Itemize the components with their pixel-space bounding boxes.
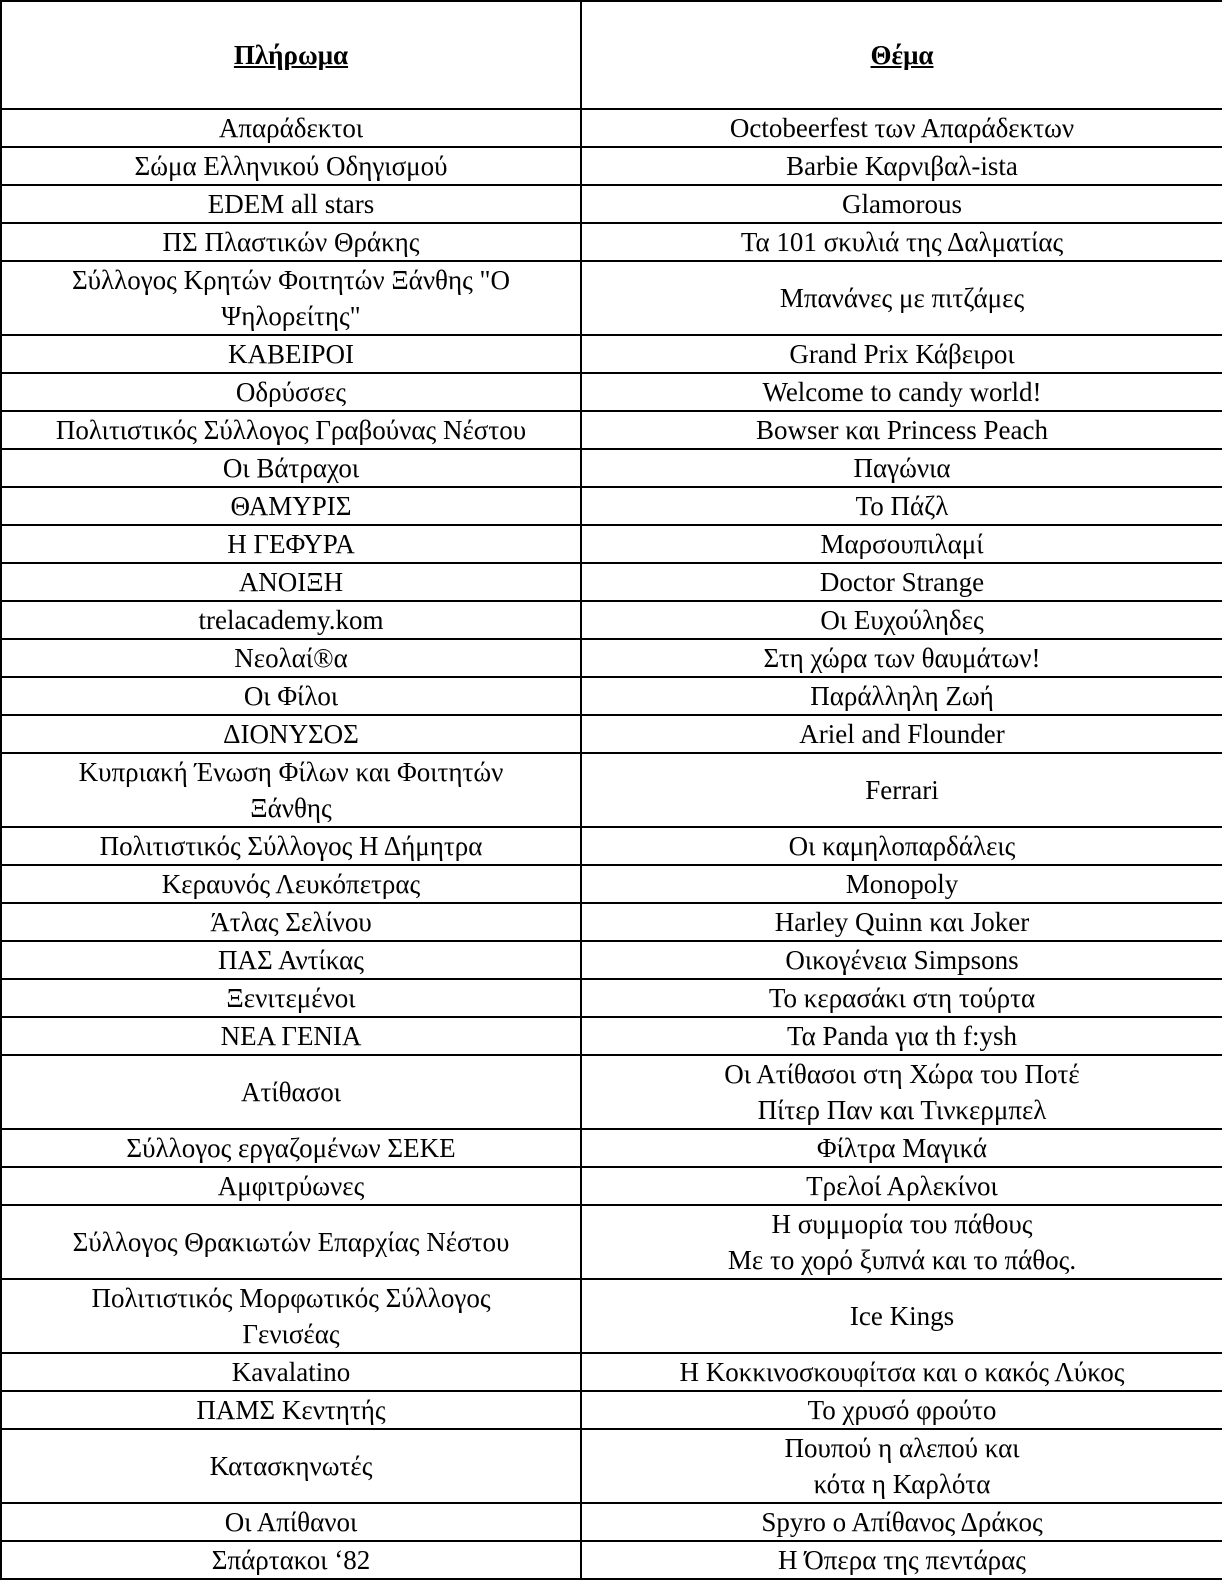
theme-cell — [581, 1353, 1222, 1391]
crew-cell — [1, 487, 581, 525]
crew-name-line: Οι Φίλοι — [243, 681, 339, 711]
theme-line: Μαρσουπιλαμί — [820, 529, 984, 559]
crew-cell — [1, 1391, 581, 1429]
table-row — [1, 865, 1222, 903]
theme-cell — [581, 1167, 1222, 1205]
crew-cell — [1, 1279, 581, 1353]
crew-name-line: ΑΝΟΙΞΗ — [238, 567, 344, 597]
table-row — [1, 1205, 1222, 1279]
crew-cell — [1, 827, 581, 865]
table-row — [1, 411, 1222, 449]
theme-line: Η Κοκκινοσκουφίτσα και ο κακός Λύκος — [679, 1357, 1125, 1387]
crew-cell — [1, 1167, 581, 1205]
theme-cell — [581, 1503, 1222, 1541]
crew-name-line: Οι Βάτραχοι — [222, 453, 360, 483]
table-row — [1, 941, 1222, 979]
crew-cell — [1, 715, 581, 753]
crew-name-line: ΠΑΜΣ Κεντητής — [196, 1395, 386, 1425]
theme-cell — [581, 147, 1222, 185]
table-row — [1, 487, 1222, 525]
crew-name-line: Κυπριακή Ένωση Φίλων και Φοιτητών — [78, 757, 504, 787]
theme-cell — [581, 1017, 1222, 1055]
crew-name-line: ΠΑΣ Αντίκας — [218, 945, 364, 975]
theme-cell — [581, 903, 1222, 941]
theme-line: Οικογένεια Simpsons — [785, 945, 1019, 975]
crew-cell — [1, 639, 581, 677]
theme-cell — [581, 715, 1222, 753]
theme-line: Η συμμορία του πάθους — [771, 1209, 1033, 1239]
crew-name-line: Ξάνθης — [250, 793, 332, 823]
theme-cell — [581, 601, 1222, 639]
theme-cell — [581, 941, 1222, 979]
theme-cell — [581, 109, 1222, 147]
theme-line: Παγώνια — [853, 453, 951, 483]
crew-cell — [1, 1503, 581, 1541]
table-row — [1, 373, 1222, 411]
theme-cell — [581, 373, 1222, 411]
crew-cell — [1, 335, 581, 373]
theme-line: Το κερασάκι στη τούρτα — [768, 983, 1036, 1013]
crew-cell — [1, 1429, 581, 1503]
theme-line: κότα η Καρλότα — [813, 1469, 991, 1499]
crew-name-line: Αμφιτρύωνες — [217, 1171, 365, 1201]
header-crew: Πλήρωμα — [1, 1, 581, 109]
theme-line: Η Όπερα της πεντάρας — [778, 1545, 1026, 1575]
theme-line: Παράλληλη Ζωή — [810, 681, 994, 711]
theme-cell — [581, 525, 1222, 563]
crew-cell — [1, 1055, 581, 1129]
crew-cell — [1, 1541, 581, 1579]
table-row — [1, 147, 1222, 185]
theme-cell — [581, 449, 1222, 487]
table-row — [1, 715, 1222, 753]
theme-line: Οι Ευχούληδες — [820, 605, 984, 635]
theme-line: Τα 101 σκυλιά της Δαλματίας — [740, 227, 1064, 257]
table-row — [1, 1055, 1222, 1129]
table-row — [1, 979, 1222, 1017]
crew-name-line: Ψηλορείτης" — [221, 301, 361, 331]
crew-name-line: Απαράδεκτοι — [218, 113, 364, 143]
table-row — [1, 1167, 1222, 1205]
crew-name-line: ΔΙΟΝΥΣΟΣ — [223, 719, 359, 749]
theme-cell — [581, 1279, 1222, 1353]
theme-line: Octobeerfest των Απαράδεκτων — [729, 113, 1075, 143]
crew-cell — [1, 223, 581, 261]
crew-name-line: Νεολαί®α — [234, 643, 348, 673]
crew-name-line: Σύλλογος Κρητών Φοιτητών Ξάνθης "Ο — [71, 265, 511, 295]
theme-line: Τα Panda για th f:ysh — [786, 1021, 1018, 1051]
theme-cell — [581, 1429, 1222, 1503]
table-row — [1, 449, 1222, 487]
crew-cell — [1, 147, 581, 185]
crew-name-line: Σύλλογος εργαζομένων ΣΕΚΕ — [126, 1133, 456, 1163]
crew-name-line: Σύλλογος Θρακιωτών Επαρχίας Νέστου — [72, 1227, 510, 1257]
theme-line: Glamorous — [842, 189, 962, 219]
crew-cell — [1, 261, 581, 335]
table-row — [1, 1541, 1222, 1579]
crew-cell — [1, 1129, 581, 1167]
table-row — [1, 639, 1222, 677]
theme-cell — [581, 639, 1222, 677]
theme-line: Στη χώρα των θαυμάτων! — [763, 643, 1041, 673]
theme-line: Barbie Καρνιβαλ-ista — [786, 151, 1018, 181]
crew-name-line: Πολιτιστικός Μορφωτικός Σύλλογος — [91, 1283, 491, 1313]
theme-line: Welcome to candy world! — [762, 377, 1042, 407]
theme-line: Οι Ατίθασοι στη Χώρα του Ποτέ — [724, 1059, 1080, 1089]
table-row — [1, 1129, 1222, 1167]
table-row — [1, 753, 1222, 827]
crew-cell — [1, 449, 581, 487]
crew-cell — [1, 109, 581, 147]
crew-name-line: Γενισέας — [242, 1319, 340, 1349]
theme-cell — [581, 563, 1222, 601]
header-row — [1, 1, 1222, 109]
theme-line: Μπανάνες με πιτζάμες — [779, 283, 1025, 313]
crew-name-line: ΘΑΜΥΡΙΣ — [230, 491, 352, 521]
theme-cell — [581, 979, 1222, 1017]
crew-name-line: Άτλας Σελίνου — [210, 907, 372, 937]
crew-cell — [1, 563, 581, 601]
theme-line: Spyro ο Απίθανος Δράκος — [761, 1507, 1043, 1537]
crew-cell — [1, 185, 581, 223]
crew-cell — [1, 1353, 581, 1391]
crew-cell — [1, 1205, 581, 1279]
theme-cell — [581, 677, 1222, 715]
theme-cell — [581, 1205, 1222, 1279]
theme-line: Το Πάζλ — [855, 491, 949, 521]
theme-line: Ferrari — [865, 775, 939, 805]
crew-name-line: Η ΓΕΦΥΡΑ — [227, 529, 355, 559]
table-row — [1, 185, 1222, 223]
crew-name-line: trelacademy.kom — [198, 605, 384, 635]
crew-name-line: Οδρύσσες — [235, 377, 347, 407]
theme-line: Το χρυσό φρούτο — [807, 1395, 997, 1425]
crew-name-line: Ατίθασοι — [240, 1077, 341, 1107]
crew-name-line: Κεραυνός Λευκόπετρας — [161, 869, 421, 899]
table-row — [1, 1279, 1222, 1353]
theme-line: Monopoly — [845, 869, 959, 899]
crew-cell — [1, 865, 581, 903]
theme-line: Grand Prix Κάβειροι — [789, 339, 1015, 369]
theme-cell — [581, 1391, 1222, 1429]
table-row — [1, 335, 1222, 373]
theme-cell — [581, 753, 1222, 827]
theme-cell — [581, 185, 1222, 223]
crew-name-line: Οι Απίθανοι — [224, 1507, 358, 1537]
theme-line: Ariel and Flounder — [799, 719, 1005, 749]
table-row — [1, 261, 1222, 335]
crew-cell — [1, 753, 581, 827]
table-row — [1, 677, 1222, 715]
theme-cell — [581, 411, 1222, 449]
crew-name-line: ΚΑΒΕΙΡΟΙ — [228, 339, 354, 369]
table-row — [1, 1391, 1222, 1429]
theme-cell — [581, 1129, 1222, 1167]
crew-name-line: Σώμα Ελληνικού Οδηγισμού — [134, 151, 448, 181]
theme-line: Πίτερ Παν και Τινκερμπελ — [757, 1095, 1047, 1125]
table-row — [1, 903, 1222, 941]
crew-name-line: Ξενιτεμένοι — [226, 983, 356, 1013]
table-row — [1, 1429, 1222, 1503]
crew-cell — [1, 373, 581, 411]
table-row — [1, 827, 1222, 865]
crew-name-line: Πολιτιστικός Σύλλογος Η Δήμητρα — [99, 831, 483, 861]
theme-cell — [581, 1055, 1222, 1129]
theme-line: Τρελοί Αρλεκίνοι — [806, 1171, 998, 1201]
theme-cell — [581, 827, 1222, 865]
theme-line: Harley Quinn και Joker — [774, 907, 1030, 937]
crew-cell — [1, 903, 581, 941]
crew-cell — [1, 941, 581, 979]
crew-name-line: Kavalatino — [231, 1357, 351, 1387]
theme-line: Με το χορό ξυπνά και το πάθος. — [727, 1245, 1077, 1275]
crew-name-line: Σπάρτακοι ‘82 — [211, 1545, 371, 1575]
theme-cell — [581, 487, 1222, 525]
theme-cell — [581, 261, 1222, 335]
theme-cell — [581, 335, 1222, 373]
crew-name-line: EDEM all stars — [207, 189, 375, 219]
theme-line: Doctor Strange — [819, 567, 985, 597]
table-row — [1, 1353, 1222, 1391]
header-theme: Θέμα — [581, 1, 1222, 109]
theme-line: Πουπού η αλεπού και — [784, 1433, 1020, 1463]
crew-cell — [1, 979, 581, 1017]
table-row — [1, 563, 1222, 601]
theme-line: Οι καμηλοπαρδάλεις — [788, 831, 1016, 861]
table-row — [1, 601, 1222, 639]
crew-name-line: ΠΣ Πλαστικών Θράκης — [162, 227, 420, 257]
crew-cell — [1, 677, 581, 715]
crew-cell — [1, 411, 581, 449]
crew-name-line: Κατασκηνωτές — [209, 1451, 373, 1481]
table-row — [1, 109, 1222, 147]
crew-cell — [1, 1017, 581, 1055]
theme-line: Φίλτρα Μαγικά — [816, 1133, 988, 1163]
theme-line: Bowser και Princess Peach — [756, 415, 1048, 445]
theme-cell — [581, 1541, 1222, 1579]
table-row — [1, 1017, 1222, 1055]
theme-cell — [581, 865, 1222, 903]
crew-name-line: Πολιτιστικός Σύλλογος Γραβούνας Νέστου — [55, 415, 527, 445]
theme-line: Ice Kings — [849, 1301, 955, 1331]
crew-cell — [1, 525, 581, 563]
theme-cell — [581, 223, 1222, 261]
table-body — [1, 109, 1222, 1579]
crew-cell — [1, 601, 581, 639]
crew-name-line: ΝΕΑ ΓΕΝΙΑ — [220, 1021, 362, 1051]
table-row — [1, 223, 1222, 261]
table-row — [1, 525, 1222, 563]
table-row — [1, 1503, 1222, 1541]
